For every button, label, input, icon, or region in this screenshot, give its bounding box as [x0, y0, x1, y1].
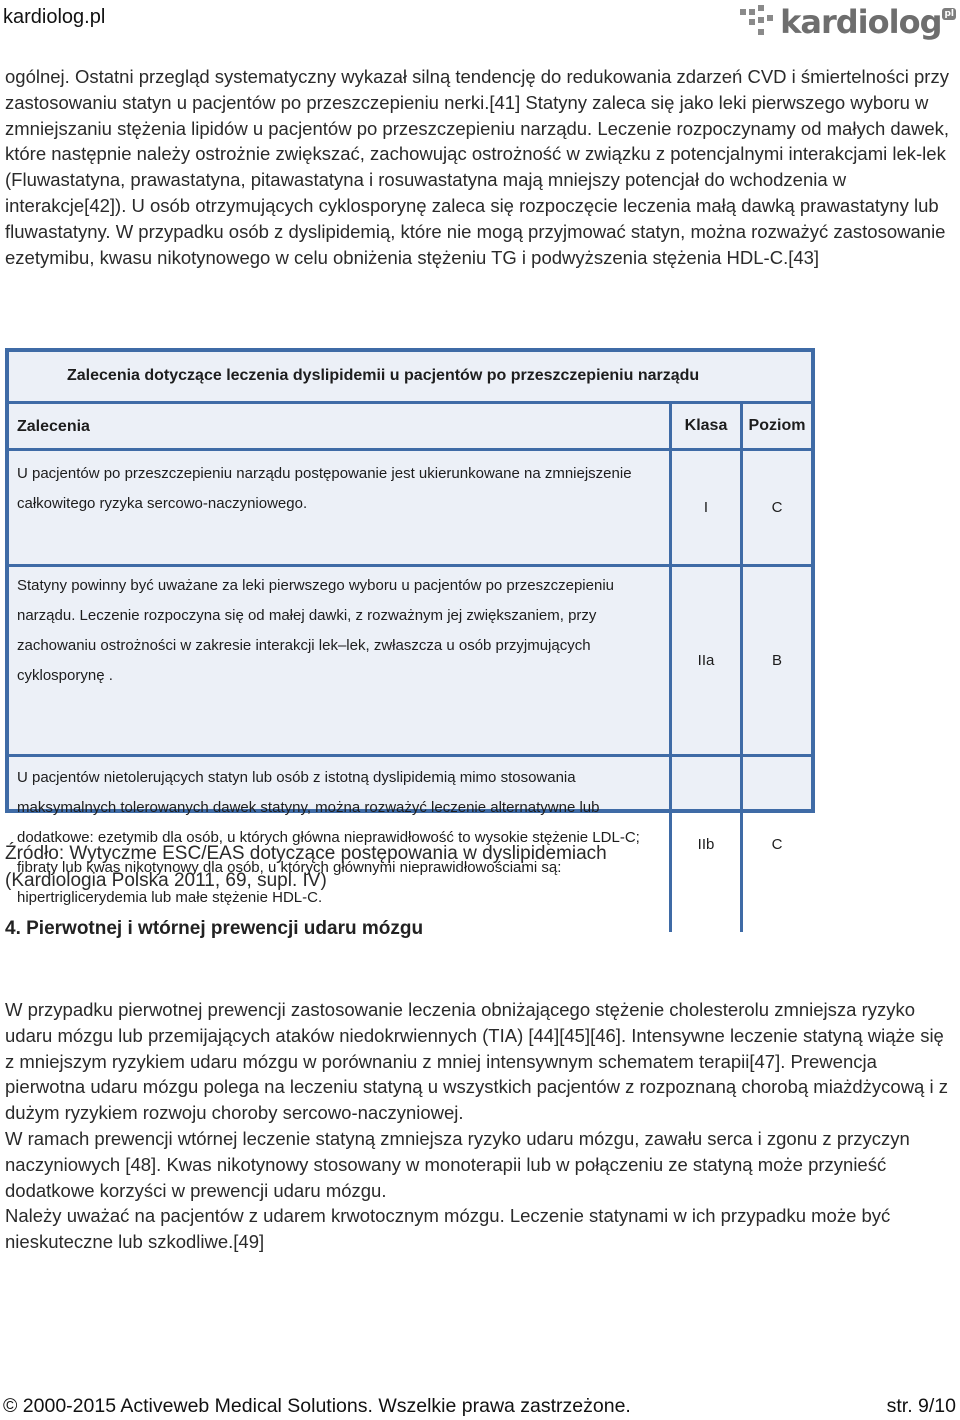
page-number: str. 9/10	[886, 1395, 956, 1417]
table-header-row	[9, 404, 811, 451]
header-class: Klasa	[669, 404, 740, 448]
prevention-text-2: W ramach prewencji wtórnej leczenie statyną zmniejsza ryzyko udaru mózgu, zawału serca i zgonu z przyczyn naczyniowych [48]. Kwas nikotynowy stosowany w monoterapii lub w połączeniu ze statyną może przynieść dodatkowe korzyści w prewencji udaru mózgu.	[5, 1127, 910, 1201]
prevention-text-3: Należy uważać na pacjentów z udarem krwotocznym mózgu. Leczenie statynami w ich przypadku może być nieskuteczne lub szkodliwe.[49]	[5, 1205, 891, 1253]
table-row	[9, 567, 811, 757]
row-level: B	[740, 567, 811, 754]
row-class: IIb	[669, 757, 740, 932]
source-line-2: (Kardiologia Polska 2011, 69, supl. IV)	[5, 870, 327, 891]
row-recommendation: U pacjentów po przeszczepieniu narządu postępowanie jest ukierunkowane na zmniejszenie całkowitego ryzyka sercowo-naczyniowego.	[17, 465, 632, 512]
source-line-1: Źródło: Wytyczme ESC/EAS dotyczące postępowania w dyslipidemiach	[5, 843, 607, 864]
row-level: C	[740, 757, 811, 932]
footer-copyright: © 2000-2015 Activeweb Medical Solutions. Wszelkie prawa zastrzeżone.	[3, 1395, 631, 1417]
row-recommendation: Statyny powinny być uważane za leki pierwszego wyboru u pacjentów po przeszczepieniu narządu. Leczenie rozpoczyna się od małej dawki, z rozważnym jej zwiększaniem, przy zachowaniu ostrożności w zakresie interakcji lek–lek, zwłaszcza u osób przyjmujących cyklosporynę .	[17, 577, 614, 684]
kardiolog-logo	[740, 2, 956, 42]
header-recommendation: Zalecenia	[17, 418, 90, 435]
prevention-text-1: W przypadku pierwotnej prewencji zastosowanie leczenia obniżającego stężenie cholesterolu zmniejsza ryzyko udaru mózgu lub przemijających ataków niedokrwiennych (TIA) [44][45][46]. Intensywne leczenie statyną wiąże się z mniejszym ryzykiem udaru mózgu w porównaniu z mniej intensywnym schematem terapii[47]. Prewencja pierwotna udaru mózgu polega na leczeniu statyną u wszystkich pacjentów z rozpoznaną chorobą miażdżycową i z dużym ryzykiem rozwoju choroby sercowo-naczyniowej.	[5, 999, 948, 1124]
header-level: Poziom	[740, 404, 811, 448]
row-class: I	[669, 451, 740, 564]
logo-text: kardiolog	[780, 3, 942, 41]
site-name: kardiolog.pl	[3, 6, 106, 28]
prevention-paragraph	[5, 997, 955, 1255]
table-source	[5, 840, 607, 894]
table-title: Zalecenia dotyczące leczenia dyslipidemii u pacjentów po przeszczepieniu narządu	[9, 352, 811, 404]
row-level: C	[740, 451, 811, 564]
row-class: IIa	[669, 567, 740, 754]
table-row	[9, 451, 811, 567]
logo-badge: pl	[944, 9, 954, 19]
intro-paragraph: ogólnej. Ostatni przegląd systematyczny wykazał silną tendencję do redukowania zdarzeń CVD i śmiertelności przy zastosowaniu statyn u pacjentów po przeszczepieniu nerki.[41] Statyny zaleca się jako leki pierwszego wyboru w zmniejszaniu stężenia lipidów u pacjentów po przeszczepieniu narządu. Leczenie rozpoczynamy od małych dawek, które następnie należy ostrożnie zwiększać, zachowując ostrożność w związku z potencjalnymi interakcjami lek-lek (Fluwastatyna, prawastatyna, pitawastatyna i rosuwastatyna mają mniejszy potencjał do wchodzenia w interakcje[42]). U osób otrzymujących cyklosporynę zaleca się rozpoczęcie leczenia małą dawką prawastatyny lub fluwastatyny. W przypadku osób z dyslipidemią, które nie mogą przyjmować statyn, można rozważyć zastosowanie ezetymibu, kwasu nikotynowego w celu obniżenia stężeniu TG i podwyższenia stężenia HDL-C.[43]	[5, 66, 950, 268]
row-recommendation: U pacjentów nietolerujących statyn lub osób z istotną dyslipidemią mimo stosowania maksymalnych tolerowanych dawek statyny, można rozważyć leczenie alternatywne lub dodatkowe: ezetymib dla osób, u których główna nieprawidłowość to wysokie stężenie LDL-C; fibraty lub kwas nikotynowy dla osób, u których głównymi nieprawidłowościami są: hipertriglicerydemia lub małe stężenie HDL-C.	[17, 769, 640, 906]
section-heading: 4. Pierwotnej i wtórnej prewencji udaru mózgu	[5, 918, 424, 939]
logo-dots-icon	[740, 5, 776, 39]
